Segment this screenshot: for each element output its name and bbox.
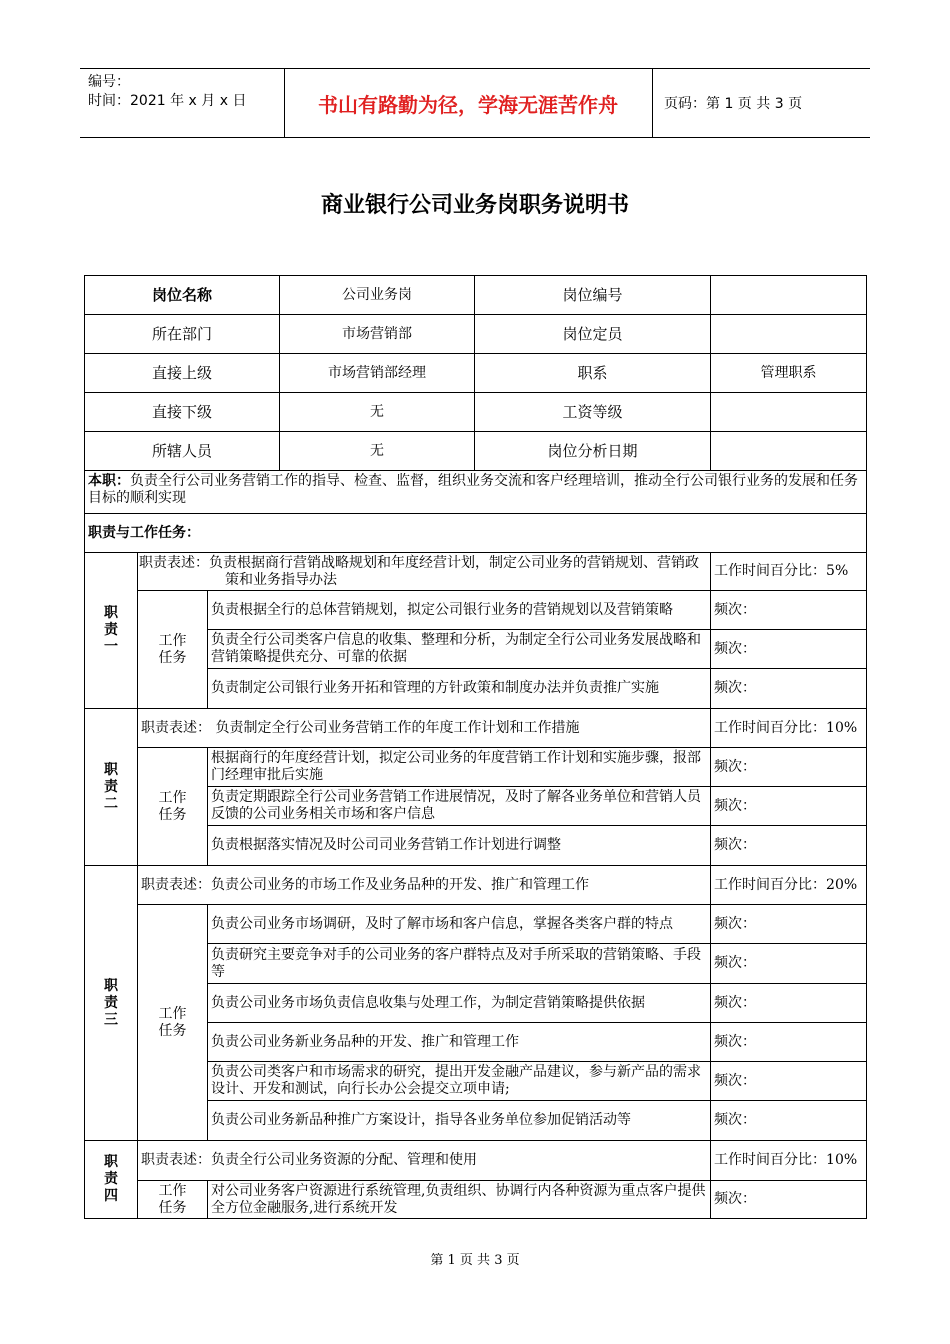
- task-text: 负责公司业务市场负责信息收集与处理工作，为制定营销策略提供依据: [208, 984, 711, 1023]
- role-row: [85, 471, 867, 514]
- duty-desc-row: [85, 553, 867, 591]
- info-label: 岗位定员: [475, 315, 711, 354]
- number-label: 编号：: [88, 74, 130, 90]
- task-frequency: 频次：: [711, 787, 867, 826]
- duty-time-percent: 工作时间百分比：10%: [711, 1141, 867, 1181]
- task-row: [85, 748, 867, 787]
- info-label: 岗位编号: [475, 276, 711, 315]
- task-text: 根据商行的年度经营计划，拟定公司业务的年度营销工作计划和实施步骤，报部门经理审批后实施: [208, 748, 711, 787]
- duty-time-percent: 工作时间百分比：5%: [711, 553, 867, 591]
- duty-label: 职责二: [85, 709, 138, 866]
- info-label: 工资等级: [475, 393, 711, 432]
- task-frequency: 频次：: [711, 905, 867, 944]
- duty-description: 职责表述： 负责制定全行公司业务营销工作的年度工作计划和工作措施: [138, 709, 711, 748]
- task-label: 工作任务: [138, 905, 208, 1141]
- info-value: 市场营销部: [280, 315, 475, 354]
- duty-desc-row: [85, 709, 867, 748]
- task-frequency: 频次：: [711, 630, 867, 669]
- task-frequency: 频次：: [711, 1023, 867, 1062]
- duty-desc-row: [85, 1141, 867, 1181]
- info-value: [711, 393, 867, 432]
- task-text: 负责公司业务市场调研，及时了解市场和客户信息，掌握各类客户群的特点: [208, 905, 711, 944]
- task-text: 负责制定公司银行业务开拓和管理的方针政策和制度办法并负责推广实施: [208, 669, 711, 709]
- task-frequency: 频次：: [711, 984, 867, 1023]
- task-row: [85, 905, 867, 944]
- info-value: [711, 315, 867, 354]
- task-text: 负责定期跟踪全行公司业务营销工作进展情况，及时了解各业务单位和营销人员反馈的公司业务相关市场和客户信息: [208, 787, 711, 826]
- task-text: 负责研究主要竞争对手的公司业务的客户群特点及对手所采取的营销策略、手段等: [208, 944, 711, 984]
- info-row: [85, 276, 867, 315]
- info-value: 无: [280, 393, 475, 432]
- info-label: 岗位分析日期: [475, 432, 711, 471]
- document-title: 商业银行公司业务岗职务说明书: [320, 193, 629, 218]
- duty-label: 职责四: [85, 1141, 138, 1219]
- task-label: 工作任务: [138, 591, 208, 709]
- role-text: 负责全行公司业务营销工作的指导、检查、监督，组织业务交流和客户经理培训，推动全行公司银行业务的发展和任务目标的顺利实现: [88, 473, 858, 506]
- header-meta: [88, 73, 278, 111]
- info-value: 无: [280, 432, 475, 471]
- task-frequency: 频次：: [711, 669, 867, 709]
- duty-time-percent: 工作时间百分比：20%: [711, 866, 867, 905]
- info-value: 公司业务岗: [280, 276, 475, 315]
- task-frequency: 频次：: [711, 1181, 867, 1219]
- task-frequency: 频次：: [711, 591, 867, 630]
- task-frequency: 频次：: [711, 826, 867, 866]
- role-label: 本职：: [88, 473, 130, 489]
- task-frequency: 频次：: [711, 1101, 867, 1141]
- task-label: 工作任务: [138, 1181, 208, 1219]
- task-frequency: 频次：: [711, 1062, 867, 1101]
- page-header: [80, 68, 870, 138]
- role-cell: [85, 471, 867, 514]
- info-label: 岗位名称: [85, 276, 280, 315]
- task-text: 负责公司业务新业务品种的开发、推广和管理工作: [208, 1023, 711, 1062]
- duty-description: 职责表述：负责公司业务的市场工作及业务品种的开发、推广和管理工作: [138, 866, 711, 905]
- info-value: [711, 432, 867, 471]
- page-footer: 第 1 页 共 3 页: [430, 1253, 520, 1268]
- duties-header: 职责与工作任务：: [85, 514, 867, 553]
- duty-desc-row: [85, 866, 867, 905]
- duty-description: 职责表述：负责全行公司业务资源的分配、管理和使用: [138, 1141, 711, 1181]
- task-label: 工作任务: [138, 748, 208, 866]
- info-value: 管理职系: [711, 354, 867, 393]
- duties-header-row: [85, 514, 867, 553]
- duty-time-percent: 工作时间百分比：10%: [711, 709, 867, 748]
- task-text: 负责根据落实情况及时公司司业务营销工作计划进行调整: [208, 826, 711, 866]
- task-frequency: 频次：: [711, 748, 867, 787]
- task-frequency: 频次：: [711, 944, 867, 984]
- info-row: [85, 432, 867, 471]
- job-description-table: [84, 275, 867, 1219]
- duty-description: 职责表述：负责根据商行营销战略规划和年度经营计划，制定公司业务的营销规划、营销政策和业务指导办法: [138, 553, 711, 591]
- info-label: 所在部门: [85, 315, 280, 354]
- info-label: 职系: [475, 354, 711, 393]
- task-text: 对公司业务客户资源进行系统管理,负责组织、协调行内各种资源为重点客户提供全方位金融服务,进行系统开发: [208, 1181, 711, 1219]
- task-text: 负责根据全行的总体营销规划，拟定公司银行业务的营销规划以及营销策略: [208, 591, 711, 630]
- info-label: 直接上级: [85, 354, 280, 393]
- duty-label: 职责三: [85, 866, 138, 1141]
- duty-label: 职责一: [85, 553, 138, 709]
- header-divider: [652, 69, 653, 137]
- task-row: [85, 591, 867, 630]
- time-label: 时间：2021 年 x 月 x 日: [88, 93, 247, 109]
- info-label: 直接下级: [85, 393, 280, 432]
- task-text: 负责公司类客户和市场需求的研究，提出开发金融产品建议，参与新产品的需求设计、开发和测试，向行长办公会提交立项申请;: [208, 1062, 711, 1101]
- info-value: 市场营销部经理: [280, 354, 475, 393]
- task-text: 负责公司业务新品种推广方案设计，指导各业务单位参加促销活动等: [208, 1101, 711, 1141]
- info-row: [85, 315, 867, 354]
- info-value: [711, 276, 867, 315]
- task-row: [85, 1181, 867, 1219]
- task-text: 负责全行公司类客户信息的收集、整理和分析，为制定全行公司业务发展战略和营销策略提供充分、可靠的依据: [208, 630, 711, 669]
- info-label: 所辖人员: [85, 432, 280, 471]
- info-row: [85, 393, 867, 432]
- header-motto: 书山有路勤为径，学海无涯苦作舟: [318, 92, 618, 117]
- info-row: [85, 354, 867, 393]
- page-info: 页码：第 1 页 共 3 页: [664, 96, 803, 112]
